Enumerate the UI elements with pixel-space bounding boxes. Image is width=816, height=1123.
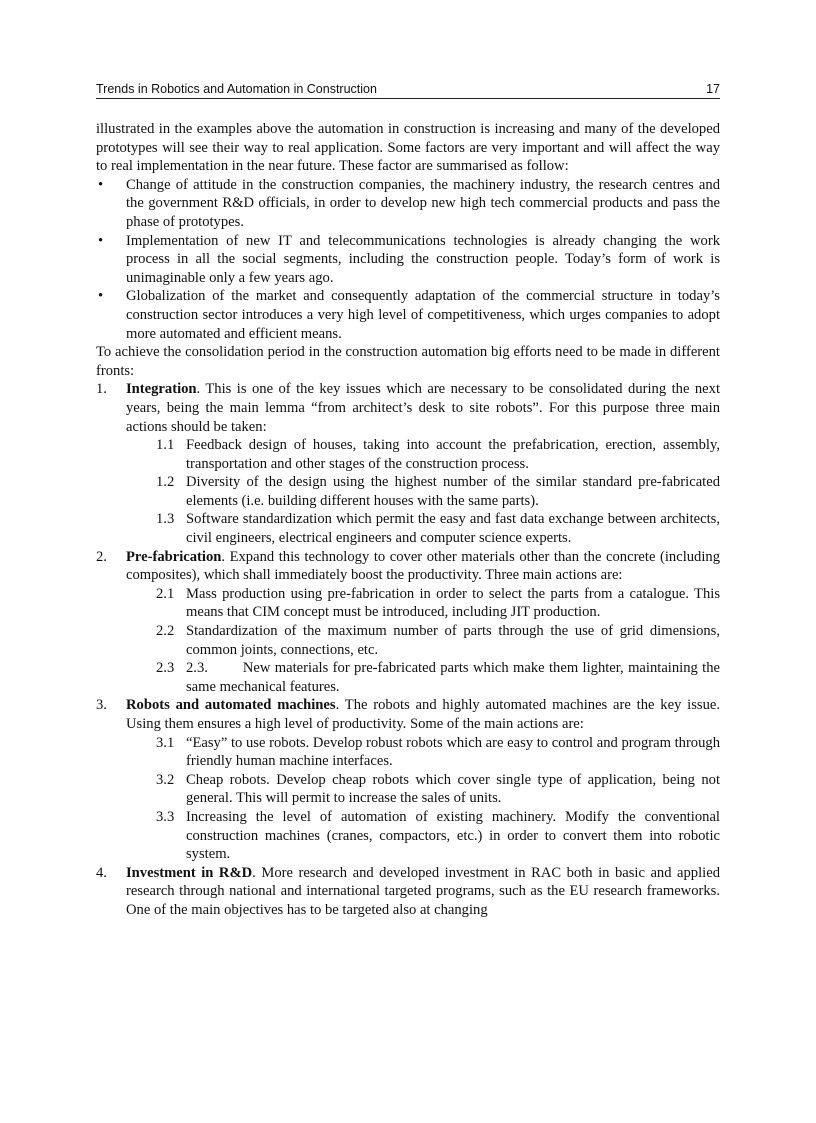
item-title: Pre-fabrication <box>126 548 222 565</box>
sub-item-number: 1.2 <box>156 474 175 491</box>
sub-item <box>126 808 720 864</box>
numbered-item <box>96 864 720 920</box>
sub-item-number: 2.2 <box>156 623 175 640</box>
item-text: . Expand this technology to cover other materials other than the concrete (including composites), which shall immediately boost the productivity. Three main actions are: <box>126 548 720 584</box>
sub-list <box>126 585 724 697</box>
running-header <box>96 78 720 99</box>
item-number: 4. <box>96 864 107 881</box>
item-title: Integration <box>126 381 197 398</box>
body-text <box>96 120 724 920</box>
sub-item-number: 1.1 <box>156 437 175 454</box>
sub-item <box>126 585 720 622</box>
sub-item-text: Increasing the level of automation of existing machinery. Modify the conventional construction machines (cranes, compactors, etc.) in order to convert them into robotic system. <box>186 808 720 863</box>
bullet-marker: • <box>98 176 104 193</box>
sub-item-text: Mass production using pre-fabrication in order to select the parts from a catalogue. This means that CIM concept must be introduced, including JIT production. <box>186 585 720 621</box>
sub-item-text: 2.3. New materials for pre-fabricated parts which make them lighter, maintaining the same mechanical features. <box>186 660 724 695</box>
bullet-text: Globalization of the market and consequently adaptation of the commercial structure in today’s construction sector introduces a very high level of competitiveness, which urges companies to adopt more automated and efficient means. <box>126 288 720 342</box>
sub-item-text: Diversity of the design using the highest number of the similar standard pre-fabricated elements (i.e. building different houses with the same parts). <box>186 474 720 509</box>
sub-item-number: 2.3 <box>156 660 175 677</box>
sub-item-number: 3.3 <box>156 808 175 825</box>
factor-list <box>96 176 720 343</box>
item-number: 1. <box>96 381 107 398</box>
bullet-item <box>96 287 720 343</box>
sub-item <box>126 622 720 659</box>
bullet-item <box>96 176 720 232</box>
bullet-text: Implementation of new IT and telecommunications technologies is already changing the work process in all the social segments, including the construction people. Today’s form of work is unimaginable only a few years ago. <box>126 232 720 286</box>
page-number: 17 <box>706 82 720 96</box>
sub-item <box>126 510 720 547</box>
sub-item <box>126 659 724 696</box>
sub-list <box>126 436 720 548</box>
running-title: Trends in Robotics and Automation in Construction <box>96 82 377 96</box>
fronts-list <box>96 380 724 919</box>
sub-item-number: 3.1 <box>156 734 175 751</box>
sub-item-text: Standardization of the maximum number of parts through the use of grid dimensions, common joints, connections, etc. <box>186 623 720 658</box>
sub-item-number: 3.2 <box>156 771 175 788</box>
bullet-text: Change of attitude in the construction companies, the machinery industry, the research centres and the government R&D officials, in order to develop new high tech commercial products and pass the phase of prototypes. <box>126 176 720 230</box>
sub-list <box>126 734 720 864</box>
sub-item-text: Cheap robots. Develop cheap robots which cover single type of application, being not general. This will permit to increase the sales of units. <box>186 771 720 807</box>
numbered-item <box>96 380 720 547</box>
bullet-item <box>96 232 720 288</box>
sub-item-text: Software standardization which permit the easy and fast data exchange between architects, civil engineers, electrical engineers and computer science experts. <box>186 511 720 547</box>
sub-item <box>126 436 720 473</box>
item-text: . This is one of the key issues which are necessary to be consolidated during the next years, being the main lemma “from architect’s desk to site robots”. For this purpose three main actions should be taken: <box>126 381 720 435</box>
numbered-item <box>96 548 724 697</box>
sub-item-number: 2.1 <box>156 585 175 602</box>
item-text: . The robots and highly automated machines are the key issue. Using them ensures a high level of productivity. Some of the main actions are: <box>126 697 720 732</box>
bullet-marker: • <box>98 288 104 305</box>
sub-item <box>126 473 720 510</box>
sub-item <box>126 771 720 808</box>
item-number: 2. <box>96 548 107 565</box>
sub-item-text: “Easy” to use robots. Develop robust robots which are easy to control and program through friendly human machine interfaces. <box>186 734 720 770</box>
intro-paragraph: illustrated in the examples above the automation in construction is increasing and many of the developed prototypes will see their way to real application. Some factors are very important and will affect the way to real implementation in the near future. These factor are summarised as follow: <box>96 121 720 175</box>
numbered-item <box>96 696 720 863</box>
sub-item-number: 1.3 <box>156 511 175 528</box>
item-title: Robots and automated machines <box>126 697 336 714</box>
sub-item-text: Feedback design of houses, taking into account the prefabrication, erection, assembly, transportation and other stages of the construction process. <box>186 437 720 472</box>
item-text: . More research and developed investment in RAC both in basic and applied research through national and international targeted programs, such as the EU research frameworks. One of the main objectives has to be targeted also at changing <box>126 864 720 918</box>
item-title: Investment in R&D <box>126 864 253 881</box>
page <box>96 78 724 920</box>
bullet-marker: • <box>98 232 104 249</box>
item-number: 3. <box>96 697 107 714</box>
sub-item <box>126 734 720 771</box>
transition-paragraph: To achieve the consolidation period in the construction automation big efforts need to be made in different fronts: <box>96 344 720 379</box>
